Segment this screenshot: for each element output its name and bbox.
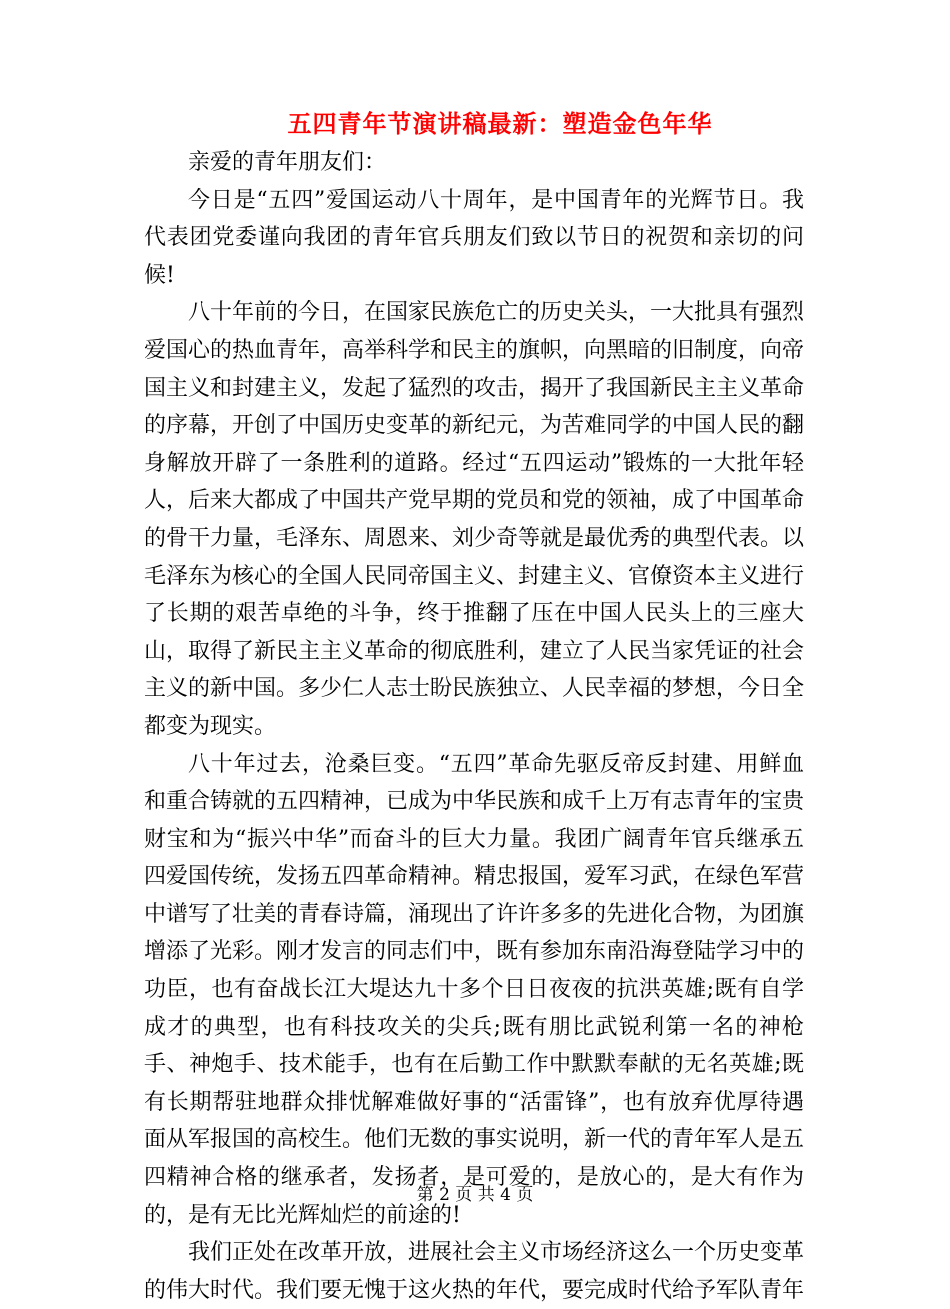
- page-title: 五四青年节演讲稿最新：塑造金色年华: [287, 109, 713, 138]
- paragraph-4: 我们正处在改革开放，进展社会主义市场经济这么一个历史变革的伟大时代。我们要无愧于这火热的年代，要完成时代给予军队青年: [144, 1240, 805, 1303]
- page-number-footer: 第 2 页 共 4 页: [416, 1185, 534, 1205]
- paragraph-greeting: 亲爱的青年朋友们：: [188, 150, 387, 175]
- paragraph-1: 今日是“五四”爱国运动八十周年，是中国青年的光辉节日。我代表团党委谨向我团的青年官兵朋友们致以节日的祝贺和亲切的问候!: [144, 187, 804, 288]
- paragraph-3: 八十年过去，沧桑巨变。“五四”革命先驱反帝反封建、用鲜血和重合铸就的五四精神，已成为中华民族和成千上万有志青年的宝贵财宝和为“振兴中华”而奋斗的巨大力量。我团广阔青年官兵继承五四爱国传统，发扬五四革命精神。精忠报国，爱军习武，在绿色军营中谱写了壮美的青春诗篇，涌现出了许许多多的先进化合物，为团旗增添了光彩。刚才发言的同志们中，既有参加东南沿海登陆学习中的功臣，也有奋战长江大堤达九十多个日日夜夜的抗洪英雄;既有自学成才的典型，也有科技攻关的尖兵;既有朋比武锐利第一名的神枪手、神炮手、技术能手，也有在后勤工作中默默奉献的无名英雄;既有长期帮驻地群众排忧解难做好事的“活雷锋”，也有放弃优厚待遇面从军报国的高校生。他们无数的事实说明，新一代的青年军人是五四精神合格的继承者，发扬者，是可爱的，是放心的，是大有作为的，是有无比光辉灿烂的前途的!: [144, 751, 805, 1228]
- body-text: [144, 144, 804, 1309]
- paragraph-2: 八十年前的今日，在国家民族危亡的历史关头，一大批具有强烈爱国心的热血青年，高举科学和民主的旗帜，向黑暗的旧制度，向帝国主义和封建主义，发起了猛烈的攻击，揭开了我国新民主主义革命的序幕，开创了中国历史变革的新纪元，为苦难同学的中国人民的翻身解放开辟了一条胜利的道路。经过“五四运动”锻炼的一大批年轻人，后来大都成了中国共产党早期的党员和党的领袖，成了中国革命的骨干力量，毛泽东、周恩来、刘少奇等就是最优秀的典型代表。以毛泽东为核心的全国人民同帝国主义、封建主义、官僚资本主义进行了长期的艰苦卓绝的斗争，终于推翻了压在中国人民头上的三座大山，取得了新民主主义革命的彻底胜利，建立了人民当家凭证的社会主义的新中国。多少仁人志士盼民族独立、人民幸福的梦想，今日全都变为现实。: [144, 300, 805, 739]
